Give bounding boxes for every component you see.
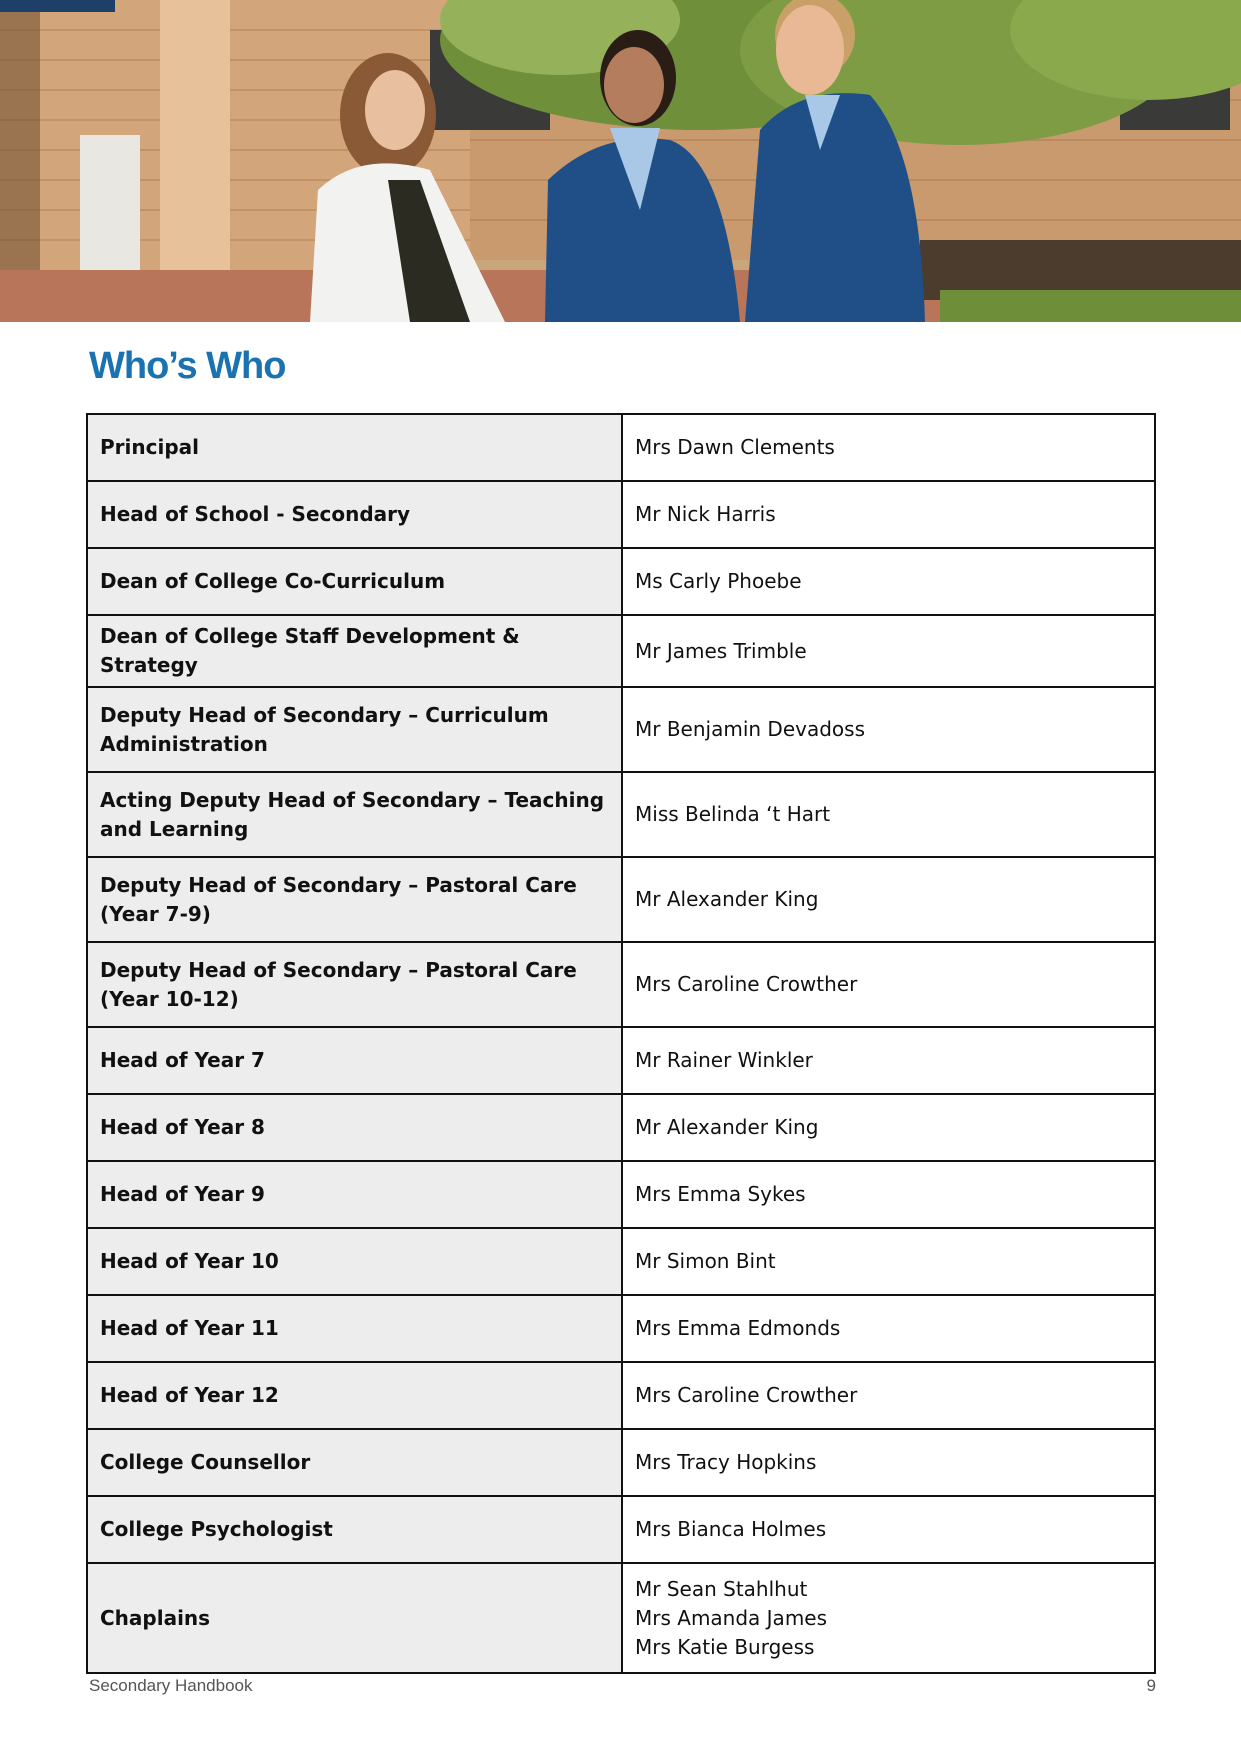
role-cell: Head of Year 8 — [87, 1094, 622, 1161]
table-row — [87, 1429, 1155, 1496]
staff-name-cell: Mr Alexander King — [622, 857, 1155, 942]
staff-name-cell: Mrs Tracy Hopkins — [622, 1429, 1155, 1496]
role-cell: Deputy Head of Secondary – Pastoral Care (Year 7-9) — [87, 857, 622, 942]
table-row — [87, 1161, 1155, 1228]
staff-name-cell: Mr Simon Bint — [622, 1228, 1155, 1295]
staff-name-cell: Mrs Caroline Crowther — [622, 942, 1155, 1027]
staff-name-cell: Ms Carly Phoebe — [622, 548, 1155, 615]
table-row — [87, 1362, 1155, 1429]
role-cell: Acting Deputy Head of Secondary – Teaching and Learning — [87, 772, 622, 857]
role-cell: Chaplains — [87, 1563, 622, 1673]
page-number: 9 — [1146, 1676, 1156, 1695]
role-cell: Principal — [87, 414, 622, 481]
staff-name-cell: Mr Rainer Winkler — [622, 1027, 1155, 1094]
page-title: Who’s Who — [89, 345, 286, 387]
table-row — [87, 1295, 1155, 1362]
table-row — [87, 1027, 1155, 1094]
staff-name-cell: Mrs Caroline Crowther — [622, 1362, 1155, 1429]
role-cell: College Counsellor — [87, 1429, 622, 1496]
table-row — [87, 687, 1155, 772]
staff-name-cell: Mrs Bianca Holmes — [622, 1496, 1155, 1563]
staff-name-cell: Mrs Dawn Clements — [622, 414, 1155, 481]
role-cell: College Psychologist — [87, 1496, 622, 1563]
table-row — [87, 1094, 1155, 1161]
role-cell: Head of School - Secondary — [87, 481, 622, 548]
table-row — [87, 1496, 1155, 1563]
footer-handbook-title: Secondary Handbook — [89, 1676, 253, 1695]
table-row — [87, 548, 1155, 615]
table-row — [87, 1228, 1155, 1295]
staff-name-cell: Mr Nick Harris — [622, 481, 1155, 548]
role-cell: Head of Year 11 — [87, 1295, 622, 1362]
staff-name-cell: Mr Benjamin Devadoss — [622, 687, 1155, 772]
staff-name-cell: Mrs Emma Sykes — [622, 1161, 1155, 1228]
table-row — [87, 615, 1155, 687]
table-row — [87, 481, 1155, 548]
table-row — [87, 414, 1155, 481]
hero-photo — [0, 0, 1241, 322]
staff-name-cell: Mr Sean Stahlhut Mrs Amanda James Mrs Katie Burgess — [622, 1563, 1155, 1673]
role-cell: Dean of College Co-Curriculum — [87, 548, 622, 615]
staff-name-cell: Mr Alexander King — [622, 1094, 1155, 1161]
table-row — [87, 1563, 1155, 1673]
role-cell: Head of Year 9 — [87, 1161, 622, 1228]
role-cell: Deputy Head of Secondary – Pastoral Care (Year 10-12) — [87, 942, 622, 1027]
staff-name-cell: Mrs Emma Edmonds — [622, 1295, 1155, 1362]
whos-who-table — [86, 413, 1156, 1674]
table-row — [87, 942, 1155, 1027]
role-cell: Deputy Head of Secondary – Curriculum Administration — [87, 687, 622, 772]
role-cell: Head of Year 7 — [87, 1027, 622, 1094]
table-row — [87, 857, 1155, 942]
role-cell: Head of Year 12 — [87, 1362, 622, 1429]
table-row — [87, 772, 1155, 857]
role-cell: Head of Year 10 — [87, 1228, 622, 1295]
staff-name-cell: Mr James Trimble — [622, 615, 1155, 687]
role-cell: Dean of College Staff Development & Strategy — [87, 615, 622, 687]
staff-name-cell: Miss Belinda ‘t Hart — [622, 772, 1155, 857]
